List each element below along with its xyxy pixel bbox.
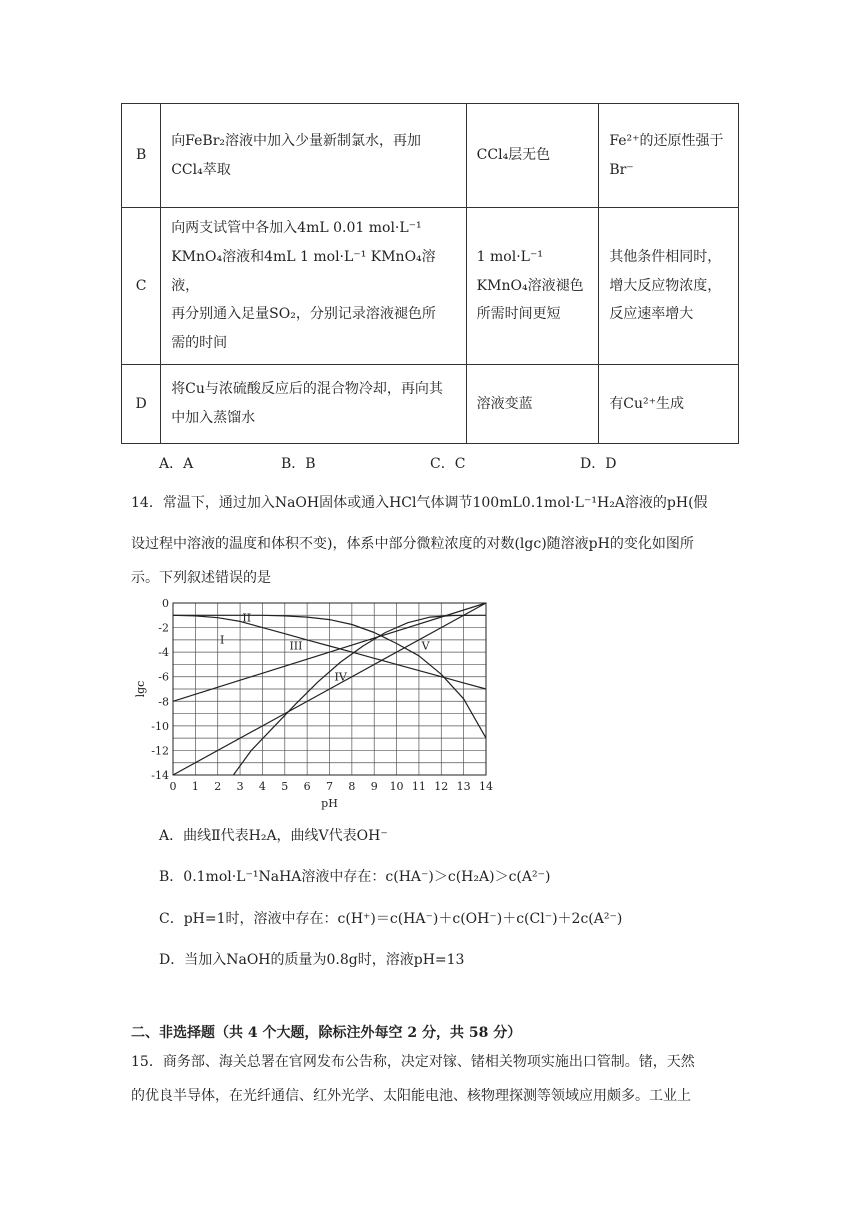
q13-option-c: C．C — [430, 456, 466, 472]
cell-line: 将Cu与浓硫酸反应后的混合物冷却，再向其 — [171, 381, 443, 398]
operation-cell — [161, 365, 466, 444]
x-tick-label: 10 — [389, 780, 404, 793]
conclusion-cell — [599, 365, 739, 444]
curve-label: III — [289, 639, 303, 653]
curve-label: V — [421, 639, 430, 653]
q15-line: 的优良半导体，在光纤通信、红外光学、太阳能电池、核物理探测等领域应用颇多。工业上 — [131, 1088, 691, 1104]
conclusion-cell — [599, 208, 739, 365]
q14-stem-line: 14．常温下，通过加入NaOH固体或通入HCl气体调节100mL0.1mol·L⁻¹H₂A溶液的pH(假 — [131, 495, 708, 511]
cell-line: 其他条件相同时， — [609, 248, 722, 265]
cell-line: 需的时间 — [171, 335, 228, 352]
cell-line: 增大反应物浓度， — [609, 277, 722, 294]
y-tick-label: -12 — [151, 744, 169, 758]
q15-line: 15．商务部、海关总署在官网发布公告称，决定对镓、锗相关物项实施出口管制。锗，天然 — [131, 1054, 695, 1070]
x-tick-label: 2 — [214, 780, 222, 793]
x-tick-label: 4 — [258, 780, 266, 793]
y-tick-label: -2 — [158, 621, 169, 635]
operation-cell — [161, 208, 466, 365]
row-label: D — [122, 365, 161, 444]
cell-line: 1 mol·L⁻¹ — [476, 248, 543, 265]
row-label: B — [122, 104, 161, 208]
x-tick-label: 13 — [456, 780, 471, 793]
x-tick-label: 12 — [434, 780, 449, 793]
cell-line: KMnO₄溶液褪色 — [476, 277, 584, 294]
x-tick-label: 3 — [236, 780, 244, 793]
x-tick-label: 9 — [370, 780, 378, 793]
x-tick-label: 1 — [191, 780, 199, 793]
lgc-ph-chart — [128, 592, 508, 814]
x-tick-label: 14 — [479, 780, 493, 793]
curve-label: IV — [334, 670, 347, 684]
phenomenon-cell — [466, 104, 599, 208]
q14-stem-line: 示。下列叙述错误的是 — [131, 570, 271, 586]
y-axis-label: lgc — [134, 680, 147, 698]
x-tick-label: 7 — [326, 780, 333, 793]
cell-line: CCl₄层无色 — [476, 147, 551, 164]
section-title: 二、非选择题（共 4 个大题，除标注外每空 2 分，共 58 分） — [131, 1025, 522, 1041]
y-tick-label: -6 — [158, 670, 169, 684]
q13-option-a: A．A — [159, 456, 194, 472]
y-tick-label: -8 — [158, 695, 169, 709]
operation-cell — [161, 104, 466, 208]
cell-line: 向两支试管中各加入4mL 0.01 mol·L⁻¹ — [171, 220, 422, 237]
curve-label: I — [220, 633, 225, 647]
row-label: C — [122, 208, 161, 365]
phenomenon-cell — [466, 208, 599, 365]
q13-option-d: D．D — [580, 456, 617, 472]
x-tick-label: 0 — [169, 780, 177, 793]
cell-line: Fe²⁺的还原性强于 — [609, 132, 724, 149]
table-row — [122, 208, 739, 365]
cell-line: 所需时间更短 — [476, 306, 561, 323]
cell-line: 中加入蒸馏水 — [171, 410, 256, 426]
table-row — [122, 365, 739, 444]
series-line-v — [233, 615, 486, 775]
y-tick-label: 0 — [162, 597, 169, 610]
y-tick-label: -4 — [158, 646, 169, 660]
cell-line: 有Cu²⁺生成 — [609, 395, 685, 412]
q14-stem-line: 设过程中溶液的温度和体积不变)，体系中部分微粒浓度的对数(lgc)随溶液pH的变化如图所 — [131, 536, 694, 552]
x-tick-label: 11 — [411, 780, 426, 793]
conclusion-cell — [599, 104, 739, 208]
x-tick-label: 8 — [348, 780, 356, 793]
cell-line: 反应速率增大 — [609, 306, 694, 323]
q13-option-b: B．B — [281, 456, 316, 472]
cell-line: 向FeBr₂溶液中加入少量新制氯水，再加 — [171, 132, 422, 149]
y-tick-label: -14 — [151, 769, 169, 782]
cell-line: 溶液变蓝 — [476, 395, 533, 412]
q14-option-d: D．当加入NaOH的质量为0.8g时，溶液pH=13 — [159, 952, 465, 968]
table-row — [122, 104, 739, 208]
phenomenon-cell — [466, 365, 599, 444]
q14-option-b: B．0.1mol·L⁻¹NaHA溶液中存在：c(HA⁻)＞c(H₂A)＞c(A²⁻) — [159, 869, 551, 885]
cell-line: 再分别通入足量SO₂，分别记录溶液褪色所 — [171, 306, 436, 323]
q14-option-a: A．曲线Ⅱ代表H₂A，曲线Ⅴ代表OH⁻ — [159, 828, 388, 844]
cell-line: Br⁻ — [609, 161, 634, 178]
x-axis-label: pH — [321, 797, 338, 810]
x-tick-label: 5 — [281, 780, 289, 793]
cell-line: CCl₄萃取 — [171, 161, 231, 178]
q14-option-c: C．pH=1时，溶液中存在：c(H⁺)＝c(HA⁻)＋c(OH⁻)＋c(Cl⁻)＋2c(A²⁻) — [159, 911, 623, 927]
cell-line: KMnO₄溶液和4mL 1 mol·L⁻¹ KMnO₄溶液， — [171, 248, 436, 294]
experiment-table — [121, 103, 739, 444]
y-tick-label: -10 — [151, 719, 169, 733]
x-tick-label: 6 — [303, 780, 311, 793]
curve-label: II — [242, 611, 252, 625]
